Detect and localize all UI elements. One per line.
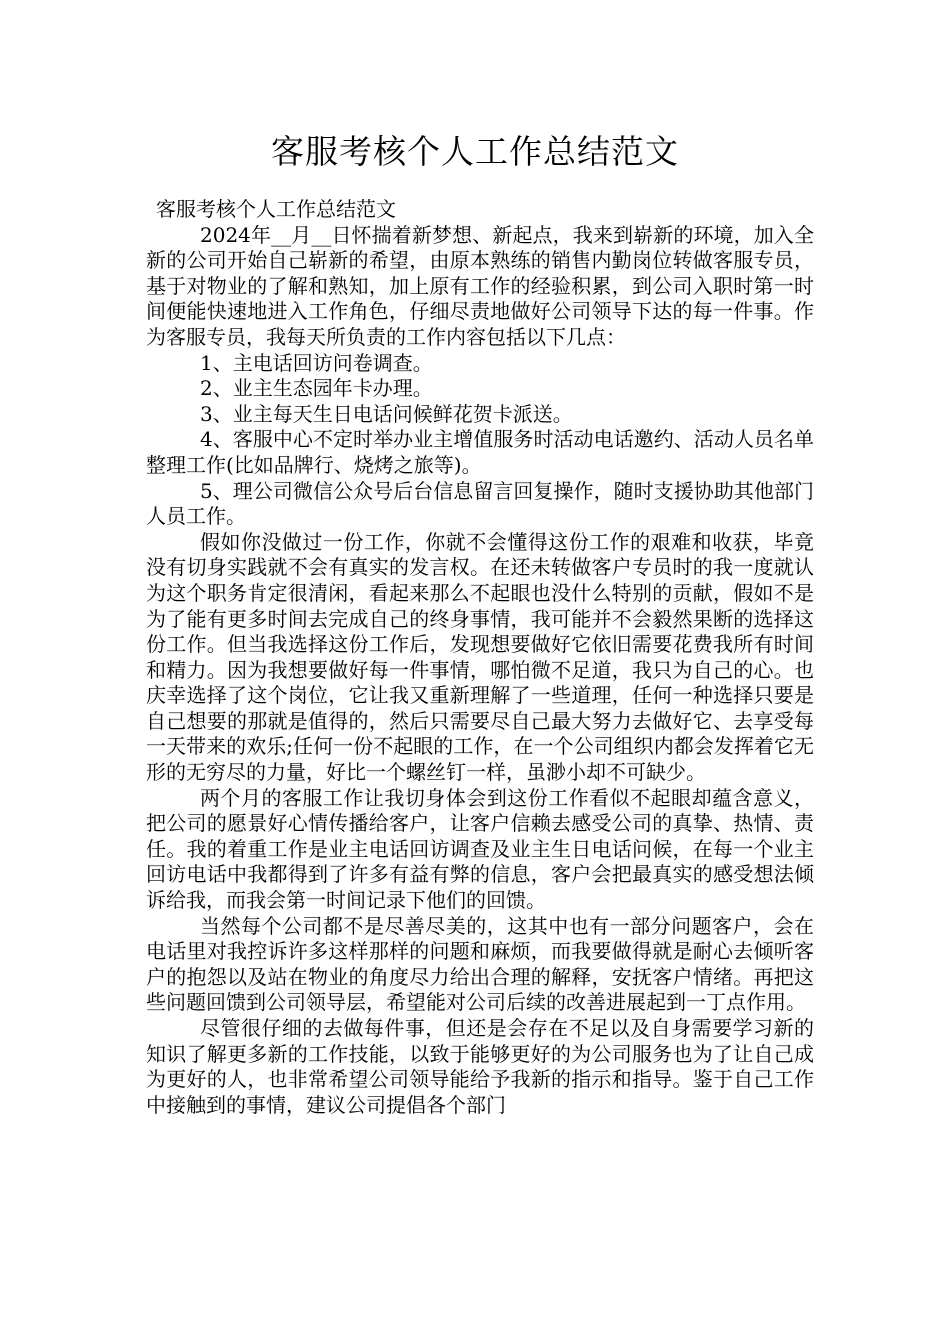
document-title: 客服考核个人工作总结范文	[271, 132, 679, 171]
document-body	[146, 197, 814, 1118]
paragraph-suggestions: 尽管很仔细的去做每件事，但还是会存在不足以及自身需要学习新的知识了解更多新的工作技能，以致于能够更好的为公司服务也为了让自己成为更好的人，也非常希望公司领导能给予我新的指示和指导。鉴于自己工作中接触到的事情，建议公司提倡各个部门	[146, 1016, 814, 1117]
paragraph-intro: 2024年__月__日怀揣着新梦想、新起点，我来到崭新的环境，加入全新的公司开始自己崭新的希望，由原本熟练的销售内勤岗位转做客服专员，基于对物业的了解和熟知，加上原有工作的经验积累，到公司入职时第一时间便能快速地进入工作角色，仔细尽责地做好公司领导下达的每一件事。作为客服专员，我每天所负责的工作内容包括以下几点：	[146, 222, 814, 349]
list-item-4: 4、客服中心不定时举办业主增值服务时活动电话邀约、活动人员名单整理工作(比如品牌行、烧烤之旅等)。	[146, 427, 814, 477]
document-subtitle: 客服考核个人工作总结范文	[156, 197, 396, 221]
paragraph-problem-clients: 当然每个公司都不是尽善尽美的，这其中也有一部分问题客户，会在电话里对我控诉许多这样那样的问题和麻烦，而我要做得就是耐心去倾听客户的抱怨以及站在物业的角度尽力给出合理的解释，安抚客户情绪。再把这些问题回馈到公司领导层，希望能对公司后续的改善进展起到一丁点作用。	[146, 913, 814, 1015]
paragraph-reflection: 假如你没做过一份工作，你就不会懂得这份工作的艰难和收获，毕竟没有切身实践就不会有真实的发言权。在还未转做客户专员时的我一度就认为这个职务肯定很清闲，看起来那么不起眼也没什么特别的贡献，假如不是为了能有更多时间去完成自己的终身事情，我可能并不会毅然果断的选择这份工作。但当我选择这份工作后，发现想要做好它依旧需要花费我所有时间和精力。因为我想要做好每一件事情，哪怕微不足道，我只为自己的心。也庆幸选择了这个岗位，它让我又重新理解了一些道理，任何一种选择只要是自己想要的那就是值得的，然后只需要尽自己最大努力去做好它、去享受每一天带来的欢乐;任何一份不起眼的工作，在一个公司组织内都会发挥着它无形的无穷尽的力量，好比一个螺丝钉一样，虽渺小却不可缺少。	[146, 529, 814, 785]
list-item-5: 5、理公司微信公众号后台信息留言回复操作，随时支援协助其他部门人员工作。	[146, 478, 814, 529]
list-item-1: 1、主电话回访问卷调查。	[200, 350, 433, 375]
paragraph-experience: 两个月的客服工作让我切身体会到这份工作看似不起眼却蕴含意义，把公司的愿景好心情传播给客户，让客户信赖去感受公司的真挚、热情、责任。我的着重工作是业主电话回访调查及业主生日电话问候，在每一个业主回访电话中我都得到了许多有益有弊的信息，客户会把最真实的感受想法倾诉给我，而我会第一时间记录下他们的回馈。	[146, 785, 814, 913]
list-item-2: 2、业主生态园年卡办理。	[200, 376, 433, 401]
list-item-3: 3、业主每天生日电话问候鲜花贺卡派送。	[200, 401, 573, 426]
